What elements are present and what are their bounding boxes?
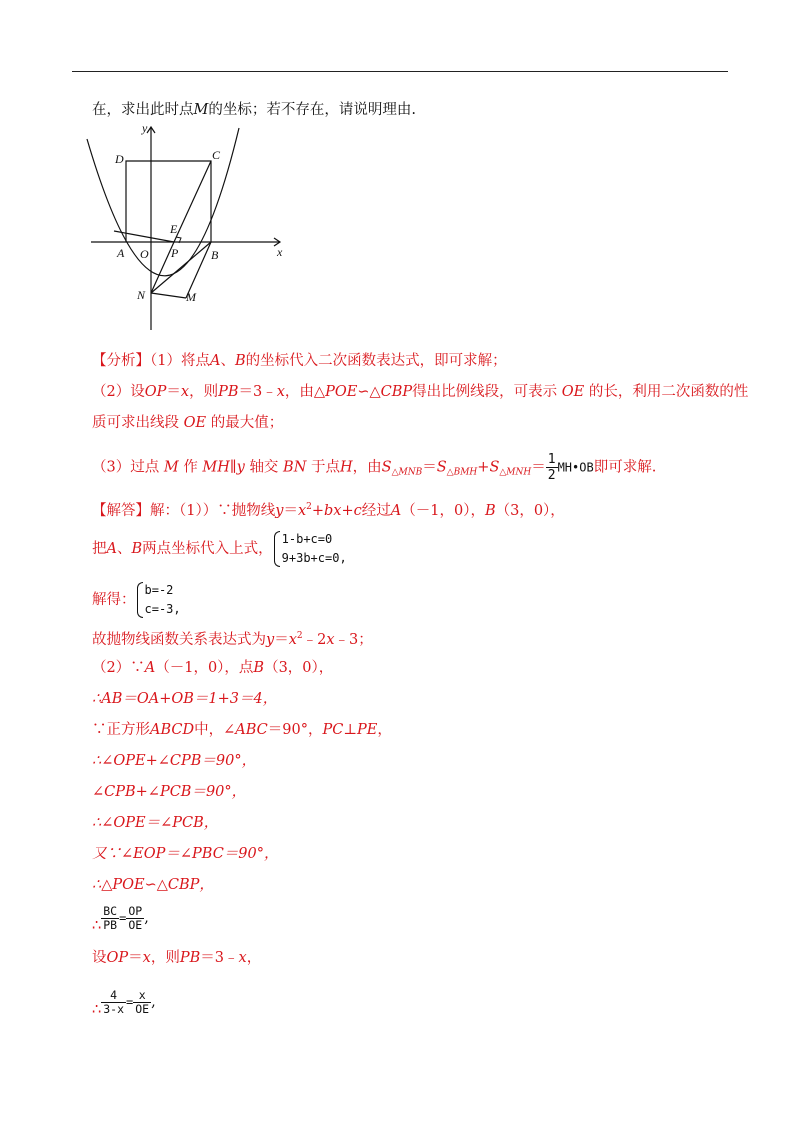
answer-line-3: 解得： b=-2 c=-3, xyxy=(92,578,181,622)
square-abcd xyxy=(126,161,211,242)
parabola-square-figure xyxy=(84,118,290,334)
label-d: D xyxy=(115,152,124,166)
answer-line-11: 又∵∠EOP＝∠PBC＝90°， xyxy=(92,846,279,862)
answer-line-12: ∴△POE∽△CBP， xyxy=(92,877,214,893)
label-b: B xyxy=(211,248,219,262)
answer-line-1: 【解答】解：（1））∵抛物线$y=x^2+bx+c$经过A（－1，0），B（3，0）， xyxy=(92,502,565,519)
answer-line-15: ∴ $\frac{4}{3-x}$ = $\frac{x}{OE}$ , xyxy=(92,987,156,1018)
segment-nb xyxy=(151,242,211,293)
label-a: A xyxy=(117,246,125,260)
analysis-line-2: （2）设OP＝x，则PB＝3﹣x，由△POE∽△CBP得出比例线段，可表示 OE 的长，利用二次函数的性 xyxy=(92,384,749,400)
ratio-4-3mx: $\frac{4}{3-x}$ xyxy=(103,987,125,1016)
equation-system-1: 1-b+c=0 9+3b+c=0, xyxy=(273,530,347,568)
answer-line-14: 设OP＝x，则PB＝3﹣x， xyxy=(92,950,262,966)
label-o: O xyxy=(140,247,149,261)
label-y: y xyxy=(142,121,148,135)
answer-line-4: 故抛物线函数关系表达式为$y=x^2﹣2x﹣3$； xyxy=(92,631,373,648)
segment-pe xyxy=(114,231,174,242)
segment-nm xyxy=(151,293,186,298)
header-rule xyxy=(72,71,728,72)
analysis-line-1: 【分析】（1）将点A、B的坐标代入二次函数表达式，即可求解； xyxy=(92,353,507,369)
label-x: x xyxy=(277,245,283,259)
answer-line-8: ∴∠OPE+∠CPB＝90°， xyxy=(92,753,257,769)
answer-line-2: 把A、B两点坐标代入上式， 1-b+c=0 9+3b+c=0, xyxy=(92,527,347,571)
label-c: C xyxy=(212,148,221,162)
ratio-bc-pb: $\frac{BC}{PB}$ xyxy=(103,903,118,932)
ratio-op-oe: $\frac{OP}{OE}$ xyxy=(128,903,143,932)
half-fraction: $\frac{1}{2}$ xyxy=(547,452,556,483)
label-m: M xyxy=(186,290,196,304)
segment-pc xyxy=(174,161,211,242)
answer-line-13: ∴ $\frac{BC}{PB}$ = $\frac{OP}{OE}$ , xyxy=(92,903,149,934)
answer-line-5: （2）∵A（－1，0），点B（3，0）， xyxy=(92,660,334,676)
ratio-x-oe: $\frac{x}{OE}$ xyxy=(135,987,150,1016)
label-e: E xyxy=(170,222,178,236)
answer-line-6: ∴AB＝OA+OB＝1+3＝4， xyxy=(92,691,278,707)
analysis-line-3: 质可求出线段 OE 的最大值； xyxy=(92,415,284,431)
label-p: P xyxy=(171,246,179,260)
label-n: N xyxy=(137,288,146,302)
problem-intro: 在，求出此时点M的坐标；若不存在，请说明理由. xyxy=(92,102,416,118)
answer-line-7: ∵正方形ABCD中，∠ABC＝90°，PC⊥PE， xyxy=(92,722,392,738)
answer-line-10: ∴∠OPE＝∠PCB， xyxy=(92,815,219,831)
equation-system-2: b=-2 c=-3, xyxy=(136,581,181,619)
analysis-line-4: （3）过点 M 作 MH∥y 轴交 BN 于点H，由$S_{\triangle MNB}=S_{\triangle BMH}+S_{\triangle MNH}=$ $\frac{1}{2}$ MH•OB即可求解. xyxy=(92,452,657,483)
answer-line-9: ∠CPB+∠PCB＝90°， xyxy=(92,784,247,800)
